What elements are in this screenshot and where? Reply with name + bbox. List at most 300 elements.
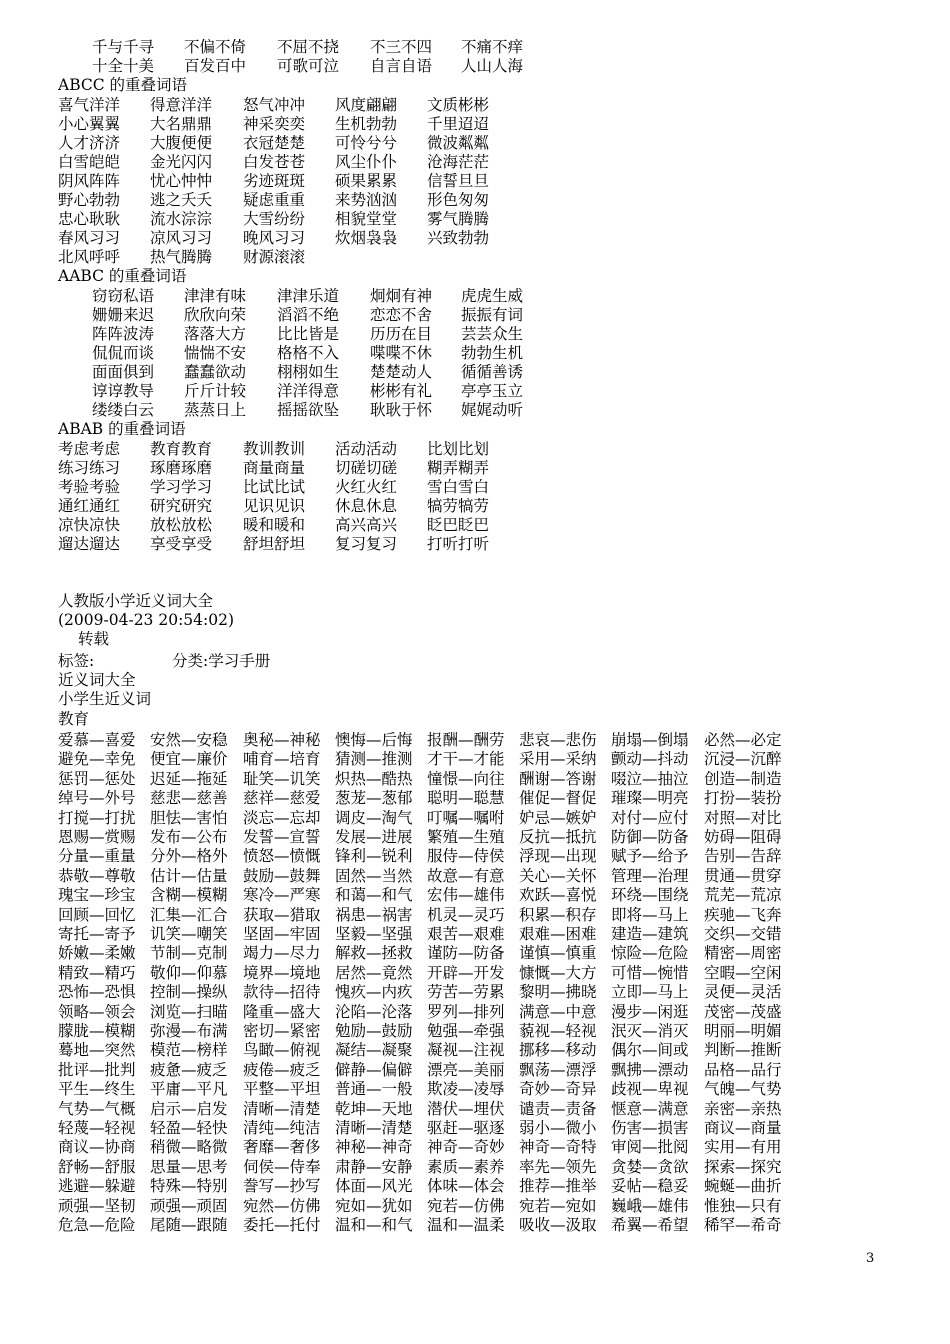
- repost-label: 转载: [78, 630, 110, 648]
- synonym-pair-entry: 希翼—希望: [611, 1216, 689, 1234]
- aabc-word-entry: 洋洋得意: [277, 382, 340, 400]
- synonym-pair-entry: 体面—风光: [335, 1177, 413, 1196]
- abcc-word-entry: 白发苍苍: [243, 153, 306, 171]
- synonym-pair-entry: 危急—危险: [58, 1216, 136, 1234]
- synonym-pair-entry: 奇妙—奇异: [519, 1080, 597, 1099]
- aabc-word-entry: 姗姗来迟: [92, 306, 155, 324]
- abcc-word-entry: 阴风阵阵: [58, 172, 121, 190]
- synonym-pair-entry: 慈祥—慈爱: [243, 789, 321, 808]
- synonym-pair-entry: 神奇—奇妙: [427, 1138, 505, 1157]
- abab-word-entry: 眨巴眨巴: [427, 516, 490, 534]
- synonym-pair-entry: 乾坤—天地: [335, 1099, 413, 1118]
- abcc-word-entry: 金光闪闪: [150, 153, 213, 171]
- synonym-pair-entry: 顽强—坚韧: [58, 1196, 136, 1215]
- synonym-pair-entry: 普通—一般: [335, 1080, 413, 1099]
- idiom-entry: 不偏不倚: [184, 38, 247, 56]
- aabc-word-entry: 摇摇欲坠: [277, 401, 340, 419]
- synonym-pair-entry: 沉浸—沉醉: [704, 750, 782, 769]
- synonym-pair-entry: 繁殖—生殖: [427, 828, 505, 846]
- synonym-pair-entry: 奥秘—神秘: [243, 731, 321, 749]
- synonym-pair-entry: 凝结—凝聚: [335, 1041, 413, 1060]
- synonym-pair-entry: 采用—采纳: [519, 750, 597, 769]
- synonym-pair-entry: 祸患—祸害: [335, 905, 413, 924]
- synonym-pair-entry: 报酬—酬劳: [427, 731, 505, 749]
- synonym-pair-entry: 清纯—纯洁: [243, 1119, 321, 1137]
- synonym-pair-entry: 密切—紧密: [243, 1022, 321, 1040]
- section-title-synonyms: 近义词大全: [58, 671, 136, 689]
- synonym-pair-entry: 惊险—危险: [611, 944, 689, 963]
- synonym-pair-entry: 猜测—推测: [335, 750, 413, 769]
- synonym-pair-entry: 精密—周密: [704, 944, 782, 963]
- synonym-pair-entry: 聪明—聪慧: [427, 789, 505, 808]
- synonym-pair-entry: 安然—安稳: [150, 731, 228, 749]
- abcc-word-entry: 流水淙淙: [150, 210, 213, 228]
- synonym-pair-entry: 蓦地—突然: [58, 1041, 136, 1060]
- synonym-pair-entry: 瑰宝—珍宝: [58, 886, 136, 905]
- synonym-pair-entry: 积累—积存: [519, 905, 597, 924]
- synonym-pair-entry: 啜泣—抽泣: [611, 769, 689, 788]
- synonym-pair-entry: 潜伏—埋伏: [427, 1099, 505, 1118]
- synonym-pair-entry: 交织—交错: [704, 925, 782, 943]
- synonym-pair-entry: 节制—克制: [150, 944, 228, 963]
- idiom-entry: 不痛不痒: [461, 38, 524, 56]
- synonym-pair-entry: 稍微—略微: [150, 1138, 228, 1157]
- abab-word-entry: 商量商量: [243, 459, 306, 477]
- aabc-word-entry: 比比皆是: [277, 325, 340, 343]
- synonym-pair-entry: 率先—领先: [519, 1157, 597, 1176]
- synonym-pair-entry: 飘荡—漂浮: [519, 1060, 597, 1079]
- synonym-pair-entry: 娇嫩—柔嫩: [58, 944, 136, 963]
- abab-word-entry: 糊弄糊弄: [427, 459, 490, 477]
- synonym-pair-entry: 商议—商量: [704, 1119, 782, 1137]
- abcc-word-entry: 逃之夭夭: [150, 191, 213, 209]
- synonym-pair-entry: 实用—有用: [704, 1138, 782, 1157]
- synonym-pair-entry: 驱赶—驱逐: [427, 1119, 505, 1137]
- synonym-pair-entry: 宛若—仿佛: [427, 1196, 505, 1215]
- abab-heading: ABAB 的重叠词语: [58, 420, 186, 438]
- synonym-pair-entry: 耻笑—讥笑: [243, 769, 321, 788]
- abcc-word-entry: 可怜兮兮: [335, 134, 398, 152]
- aabc-word-entry: 虎虎生威: [461, 287, 524, 305]
- synonym-pair-entry: 精致—精巧: [58, 963, 136, 982]
- synonym-pair-entry: 妥帖—稳妥: [611, 1177, 689, 1196]
- abcc-word-entry: 喜气洋洋: [58, 96, 121, 114]
- abab-word-entry: 切磋切磋: [335, 459, 398, 477]
- synonym-pair-entry: 和蔼—和气: [335, 886, 413, 905]
- synonym-pair-entry: 罗列—排列: [427, 1002, 505, 1021]
- aabc-word-entry: 落落大方: [184, 325, 247, 343]
- abcc-word-entry: 兴致勃勃: [427, 229, 490, 247]
- synonym-pair-entry: 对照—对比: [704, 808, 782, 827]
- synonym-pair-entry: 思量—思考: [150, 1157, 228, 1176]
- synonym-pair-entry: 鸟瞰—俯视: [243, 1041, 321, 1060]
- article-title: 人教版小学近义词大全: [58, 592, 214, 610]
- aabc-word-entry: 炯炯有神: [370, 287, 433, 305]
- abcc-word-entry: 人才济济: [58, 134, 121, 152]
- synonym-pair-entry: 分外—格外: [150, 847, 228, 866]
- synonym-pair-entry: 气魄—气势: [704, 1080, 782, 1099]
- abcc-word-entry: 生机勃勃: [335, 115, 398, 133]
- synonym-pair-entry: 固然—当然: [335, 866, 413, 885]
- synonym-pair-entry: 宛如—犹如: [335, 1196, 413, 1215]
- synonym-pair-entry: 惬意—满意: [611, 1099, 689, 1118]
- synonym-pair-entry: 温和—温柔: [427, 1216, 505, 1234]
- abab-word-entry: 教训教训: [243, 440, 306, 458]
- synonym-pair-entry: 贯通—贯穿: [704, 866, 782, 885]
- synonym-pair-entry: 艰难—困难: [519, 925, 597, 943]
- idiom-entry: 可歌可泣: [277, 57, 340, 75]
- synonym-pair-entry: 逃避—躲避: [58, 1177, 136, 1196]
- abcc-word-entry: 文质彬彬: [427, 96, 490, 114]
- abab-word-entry: 学习学习: [150, 478, 213, 496]
- synonym-pair-entry: 颤动—抖动: [611, 750, 689, 769]
- synonym-pair-entry: 漂亮—美丽: [427, 1060, 505, 1079]
- abcc-word-entry: 疑虑重重: [243, 191, 306, 209]
- aabc-word-entry: 芸芸众生: [461, 325, 524, 343]
- abab-word-entry: 凉快凉快: [58, 516, 121, 534]
- synonym-pair-entry: 葱茏—葱郁: [335, 789, 413, 808]
- synonym-pair-entry: 恩赐—赏赐: [58, 828, 136, 846]
- abcc-word-entry: 形色匆匆: [427, 191, 490, 209]
- synonym-pair-entry: 妨碍—阻碍: [704, 828, 782, 846]
- synonym-pair-entry: 灵便—灵活: [704, 983, 782, 1002]
- section-subtitle: 小学生近义词: [58, 690, 152, 708]
- abab-word-entry: 享受享受: [150, 535, 213, 553]
- aabc-word-entry: 斤斤计较: [184, 382, 247, 400]
- abab-word-entry: 雪白雪白: [427, 478, 490, 496]
- synonym-pair-entry: 满意—中意: [519, 1002, 597, 1021]
- abab-word-entry: 考虑考虑: [58, 440, 121, 458]
- abab-word-entry: 休息休息: [335, 497, 398, 515]
- synonym-pair-entry: 探索—探究: [704, 1157, 782, 1176]
- synonym-pair-entry: 欢跃—喜悦: [519, 886, 597, 905]
- abcc-word-entry: 相貌堂堂: [335, 210, 398, 228]
- synonym-pair-entry: 凝视—注视: [427, 1041, 505, 1060]
- aabc-word-entry: 恋恋不舍: [370, 306, 433, 324]
- aabc-word-entry: 蠢蠢欲动: [184, 363, 247, 381]
- abab-word-entry: 复习复习: [335, 535, 398, 553]
- synonym-pair-entry: 品格—品行: [704, 1060, 782, 1079]
- synonym-pair-entry: 隆重—盛大: [243, 1002, 321, 1021]
- abcc-word-entry: 来势汹汹: [335, 191, 398, 209]
- synonym-pair-entry: 体味—体会: [427, 1177, 505, 1196]
- synonym-pair-entry: 创造—制造: [704, 769, 782, 788]
- synonym-pair-entry: 肃静—安静: [335, 1157, 413, 1176]
- synonym-pair-entry: 僻静—偏僻: [335, 1060, 413, 1079]
- synonym-pair-entry: 愤怒—愤慨: [243, 847, 321, 866]
- synonym-pair-entry: 打扮—装扮: [704, 789, 782, 808]
- abab-word-entry: 活动活动: [335, 440, 398, 458]
- synonym-pair-entry: 批评—批判: [58, 1060, 136, 1079]
- abcc-word-entry: 千里迢迢: [427, 115, 490, 133]
- synonym-pair-entry: 告别—告辞: [704, 847, 782, 866]
- synonym-pair-entry: 特殊—特别: [150, 1177, 228, 1196]
- idiom-entry: 千与千寻: [92, 38, 155, 56]
- synonym-pair-entry: 奢靡—奢侈: [243, 1138, 321, 1157]
- synonym-pair-entry: 亲密—亲热: [704, 1099, 782, 1118]
- idiom-entry: 自言自语: [370, 57, 433, 75]
- abcc-word-entry: 小心翼翼: [58, 115, 121, 133]
- synonym-pair-entry: 蜿蜒—曲折: [704, 1177, 782, 1196]
- aabc-word-entry: 历历在目: [370, 325, 433, 343]
- synonym-pair-entry: 审阅—批阅: [611, 1138, 689, 1157]
- synonym-pair-entry: 竭力—尽力: [243, 944, 321, 963]
- synonym-pair-entry: 慷慨—大方: [519, 963, 597, 982]
- synonym-pair-entry: 璀璨—明亮: [611, 789, 689, 808]
- synonym-pair-entry: 黎明—拂晓: [519, 983, 597, 1002]
- aabc-word-entry: 楚楚动人: [370, 363, 433, 381]
- page-number: 3: [866, 1251, 875, 1266]
- synonym-pair-entry: 浮现—出现: [519, 847, 597, 866]
- abcc-word-entry: 春风习习: [58, 229, 121, 247]
- synonym-pair-entry: 茂密—茂盛: [704, 1002, 782, 1021]
- synonym-pair-entry: 对付—应付: [611, 808, 689, 827]
- synonym-pair-entry: 劳苦—劳累: [427, 983, 505, 1002]
- category-label: 分类:学习手册: [172, 652, 271, 670]
- abcc-word-entry: 硕果累累: [335, 172, 398, 190]
- synonym-pair-entry: 勉励—鼓励: [335, 1022, 413, 1040]
- synonym-pair-entry: 建造—建筑: [611, 925, 689, 943]
- idiom-entry: 人山人海: [461, 57, 524, 75]
- synonym-pair-entry: 憧憬—向往: [427, 769, 505, 788]
- synonym-pair-entry: 漫步—闲逛: [611, 1002, 689, 1021]
- abab-word-entry: 琢磨琢磨: [150, 459, 213, 477]
- synonym-pair-entry: 防御—防备: [611, 828, 689, 846]
- synonym-pair-entry: 稀罕—希奇: [704, 1216, 782, 1234]
- synonym-pair-entry: 伺侯—侍奉: [243, 1157, 321, 1176]
- synonym-pair-entry: 愧疚—内疚: [335, 983, 413, 1002]
- abcc-word-entry: 神采奕奕: [243, 115, 306, 133]
- synonym-pair-entry: 开辟—开发: [427, 963, 505, 982]
- synonym-pair-entry: 恐怖—恐惧: [58, 983, 136, 1002]
- synonym-pair-entry: 谴责—责备: [519, 1099, 597, 1118]
- synonym-pair-entry: 爱慕—喜爱: [58, 731, 136, 749]
- synonym-pair-entry: 寄托—寄予: [58, 925, 136, 943]
- synonym-pair-entry: 分量—重量: [58, 847, 136, 866]
- synonym-pair-entry: 款待—招待: [243, 983, 321, 1002]
- synonym-pair-entry: 坚固—牢固: [243, 925, 321, 943]
- abab-word-entry: 暖和暖和: [243, 516, 306, 534]
- synonym-pair-entry: 含糊—模糊: [150, 886, 228, 905]
- abab-word-entry: 舒坦舒坦: [243, 535, 306, 553]
- aabc-word-entry: 阵阵波涛: [92, 325, 155, 343]
- synonym-pair-entry: 惟独—只有: [704, 1196, 782, 1215]
- synonym-pair-entry: 绰号—外号: [58, 789, 136, 808]
- abcc-heading: ABCC 的重叠词语: [58, 76, 188, 94]
- synonym-pair-entry: 必然—必定: [704, 731, 782, 749]
- aabc-word-entry: 蒸蒸日上: [184, 401, 247, 419]
- synonym-pair-entry: 境界—境地: [243, 963, 321, 982]
- aabc-word-entry: 格格不入: [277, 344, 340, 362]
- aabc-word-entry: 振振有词: [461, 306, 524, 324]
- aabc-word-entry: 谆谆教导: [92, 382, 155, 400]
- section-category: 教育: [58, 710, 90, 728]
- abab-word-entry: 比划比划: [427, 440, 490, 458]
- idiom-entry: 不三不四: [370, 38, 433, 56]
- abab-word-entry: 练习练习: [58, 459, 121, 477]
- abab-word-entry: 考验考验: [58, 478, 121, 496]
- abcc-word-entry: 雾气腾腾: [427, 210, 490, 228]
- synonym-pair-entry: 关心—关怀: [519, 866, 597, 885]
- abcc-word-entry: 热气腾腾: [150, 248, 213, 266]
- synonym-pair-entry: 疲惫—疲乏: [150, 1060, 228, 1079]
- synonym-pair-entry: 回顾—回忆: [58, 905, 136, 924]
- synonym-pair-entry: 坚毅—坚强: [335, 925, 413, 943]
- aabc-word-entry: 欣欣向荣: [184, 306, 247, 324]
- synonym-pair-entry: 环绕—围绕: [611, 886, 689, 905]
- synonym-pair-entry: 疾驰—飞奔: [704, 905, 782, 924]
- synonym-pair-entry: 崩塌—倒塌: [611, 731, 689, 749]
- synonym-pair-entry: 藐视—轻视: [519, 1022, 597, 1040]
- abab-word-entry: 教育教育: [150, 440, 213, 458]
- abcc-word-entry: 微波粼粼: [427, 134, 490, 152]
- synonym-pair-entry: 神奇—奇特: [519, 1138, 597, 1157]
- synonym-pair-entry: 发展—进展: [335, 828, 413, 846]
- abab-word-entry: 放松放松: [150, 516, 213, 534]
- aabc-word-entry: 喋喋不休: [370, 344, 433, 362]
- synonym-pair-entry: 慈悲—慈善: [150, 789, 228, 808]
- abcc-word-entry: 风尘仆仆: [335, 153, 398, 171]
- abcc-word-entry: 怒气冲冲: [243, 96, 306, 114]
- synonym-pair-entry: 朦胧—模糊: [58, 1022, 136, 1040]
- synonym-pair-entry: 巍峨—雄伟: [611, 1196, 689, 1215]
- synonym-pair-entry: 模范—榜样: [150, 1041, 228, 1060]
- article-date: (2009-04-23 20:54:02): [58, 611, 235, 629]
- abcc-word-entry: 风度翩翩: [335, 96, 398, 114]
- abab-word-entry: 遛达遛达: [58, 535, 121, 553]
- idiom-entry: 十全十美: [92, 57, 155, 75]
- abcc-word-entry: 得意洋洋: [150, 96, 213, 114]
- synonym-pair-entry: 伤害—损害: [611, 1119, 689, 1137]
- synonym-pair-entry: 便宜—廉价: [150, 750, 228, 769]
- abab-word-entry: 比试比试: [243, 478, 306, 496]
- aabc-word-entry: 彬彬有礼: [370, 382, 433, 400]
- synonym-pair-entry: 推荐—推举: [519, 1177, 597, 1196]
- synonym-pair-entry: 炽热—酷热: [335, 769, 413, 788]
- synonym-pair-entry: 歧视—卑视: [611, 1080, 689, 1099]
- synonym-pair-entry: 委托—托付: [243, 1216, 321, 1234]
- synonym-pair-entry: 获取—猎取: [243, 905, 321, 924]
- abab-word-entry: 火红火红: [335, 478, 398, 496]
- synonym-pair-entry: 疲倦—疲乏: [243, 1060, 321, 1079]
- synonym-pair-entry: 控制—操纵: [150, 983, 228, 1002]
- synonym-pair-entry: 判断—推断: [704, 1041, 782, 1060]
- synonym-pair-entry: 可惜—惋惜: [611, 963, 689, 982]
- synonym-pair-entry: 宛然—仿佛: [243, 1196, 321, 1215]
- synonym-pair-entry: 勉强—牵强: [427, 1022, 505, 1040]
- synonym-pair-entry: 发布—公布: [150, 828, 228, 846]
- synonym-pair-entry: 泯灭—消灭: [611, 1022, 689, 1040]
- aabc-word-entry: 耿耿于怀: [370, 401, 433, 419]
- idiom-entry: 百发百中: [184, 57, 247, 75]
- synonym-pair-entry: 鼓励—鼓舞: [243, 866, 321, 885]
- synonym-pair-entry: 即将—马上: [611, 905, 689, 924]
- synonym-pair-entry: 悲哀—悲伤: [519, 731, 597, 749]
- aabc-word-entry: 窃窃私语: [92, 287, 155, 305]
- abab-word-entry: 打听打听: [427, 535, 490, 553]
- tag-label: 标签:: [58, 652, 95, 670]
- synonym-pair-entry: 神秘—神奇: [335, 1138, 413, 1157]
- synonym-pair-entry: 故意—有意: [427, 866, 505, 885]
- abcc-word-entry: 忠心耿耿: [58, 210, 121, 228]
- synonym-pair-entry: 领略—领会: [58, 1002, 136, 1021]
- synonym-pair-entry: 商议—协商: [58, 1138, 136, 1157]
- synonym-pair-entry: 敬仰—仰慕: [150, 963, 228, 982]
- aabc-word-entry: 亭亭玉立: [461, 382, 524, 400]
- synonym-pair-entry: 酬谢—答谢: [519, 769, 597, 788]
- synonym-pair-entry: 迟延—拖延: [150, 769, 228, 788]
- synonym-pair-entry: 明丽—明媚: [704, 1022, 782, 1040]
- idiom-entry: 不屈不挠: [277, 38, 340, 56]
- abcc-word-entry: 炊烟袅袅: [335, 229, 398, 247]
- synonym-pair-entry: 平庸—平凡: [150, 1080, 228, 1099]
- aabc-word-entry: 娓娓动听: [461, 401, 524, 419]
- aabc-word-entry: 循循善诱: [461, 363, 524, 381]
- synonym-pair-entry: 谨防—防备: [427, 944, 505, 963]
- aabc-word-entry: 面面俱到: [92, 363, 155, 381]
- abcc-word-entry: 衣冠楚楚: [243, 134, 306, 152]
- abcc-word-entry: 沧海茫茫: [427, 153, 490, 171]
- abab-word-entry: 高兴高兴: [335, 516, 398, 534]
- synonym-pair-entry: 发誓—宣誓: [243, 828, 321, 846]
- synonym-pair-entry: 气势—气概: [58, 1099, 136, 1118]
- aabc-word-entry: 栩栩如生: [277, 363, 340, 381]
- synonym-pair-entry: 哺育—培育: [243, 750, 321, 769]
- synonym-pair-entry: 飘拂—漂动: [611, 1060, 689, 1079]
- synonym-pair-entry: 讥笑—嘲笑: [150, 925, 228, 943]
- abcc-word-entry: 野心勃勃: [58, 191, 121, 209]
- abab-word-entry: 通红通红: [58, 497, 121, 515]
- synonym-pair-entry: 谨慎—慎重: [519, 944, 597, 963]
- synonym-pair-entry: 恭敬—尊敬: [58, 866, 136, 885]
- synonym-pair-entry: 偶尔—间或: [611, 1041, 689, 1060]
- synonym-pair-entry: 调皮—淘气: [335, 808, 413, 827]
- synonym-pair-entry: 锋利—锐利: [335, 847, 413, 866]
- synonym-pair-entry: 估计—估量: [150, 866, 228, 885]
- synonym-pair-entry: 淡忘—忘却: [243, 808, 321, 827]
- abcc-word-entry: 白雪皑皑: [58, 153, 121, 171]
- synonym-pair-entry: 贪婪—贪欲: [611, 1157, 689, 1176]
- synonym-pair-entry: 弥漫—布满: [150, 1022, 228, 1040]
- synonym-pair-entry: 空暇—空闲: [704, 963, 782, 982]
- synonym-pair-entry: 平生—终生: [58, 1080, 136, 1099]
- abcc-word-entry: 劣迹斑斑: [243, 172, 306, 190]
- synonym-pair-entry: 温和—和气: [335, 1216, 413, 1234]
- synonym-pair-entry: 启示—启发: [150, 1099, 228, 1118]
- synonym-pair-entry: 宛若—宛如: [519, 1196, 597, 1215]
- synonym-pair-entry: 胆怯—害怕: [150, 808, 228, 827]
- abcc-word-entry: 财源滚滚: [243, 248, 306, 266]
- synonym-pair-entry: 沦陷—沦落: [335, 1002, 413, 1021]
- synonym-pair-entry: 避免—幸免: [58, 750, 136, 769]
- abcc-word-entry: 北风呼呼: [58, 248, 121, 266]
- synonym-pair-entry: 机灵—灵巧: [427, 905, 505, 924]
- synonym-pair-entry: 吸收—汲取: [519, 1216, 597, 1234]
- synonym-pair-entry: 才干—才能: [427, 750, 505, 769]
- synonym-pair-entry: 顽强—顽固: [150, 1196, 228, 1215]
- synonym-pair-entry: 寒冷—严寒: [243, 886, 321, 905]
- synonym-pair-entry: 居然—竟然: [335, 963, 413, 982]
- synonym-pair-entry: 管理—治理: [611, 866, 689, 885]
- synonym-pair-entry: 尾随—跟随: [150, 1216, 228, 1234]
- abcc-word-entry: 凉风习习: [150, 229, 213, 247]
- synonym-pair-entry: 艰苦—艰难: [427, 925, 505, 943]
- abab-word-entry: 犒劳犒劳: [427, 497, 490, 515]
- synonym-pair-entry: 清晰—清楚: [335, 1119, 413, 1137]
- abcc-word-entry: 信誓旦旦: [427, 172, 490, 190]
- synonym-pair-entry: 汇集—汇合: [150, 905, 228, 924]
- abcc-word-entry: 晚风习习: [243, 229, 306, 247]
